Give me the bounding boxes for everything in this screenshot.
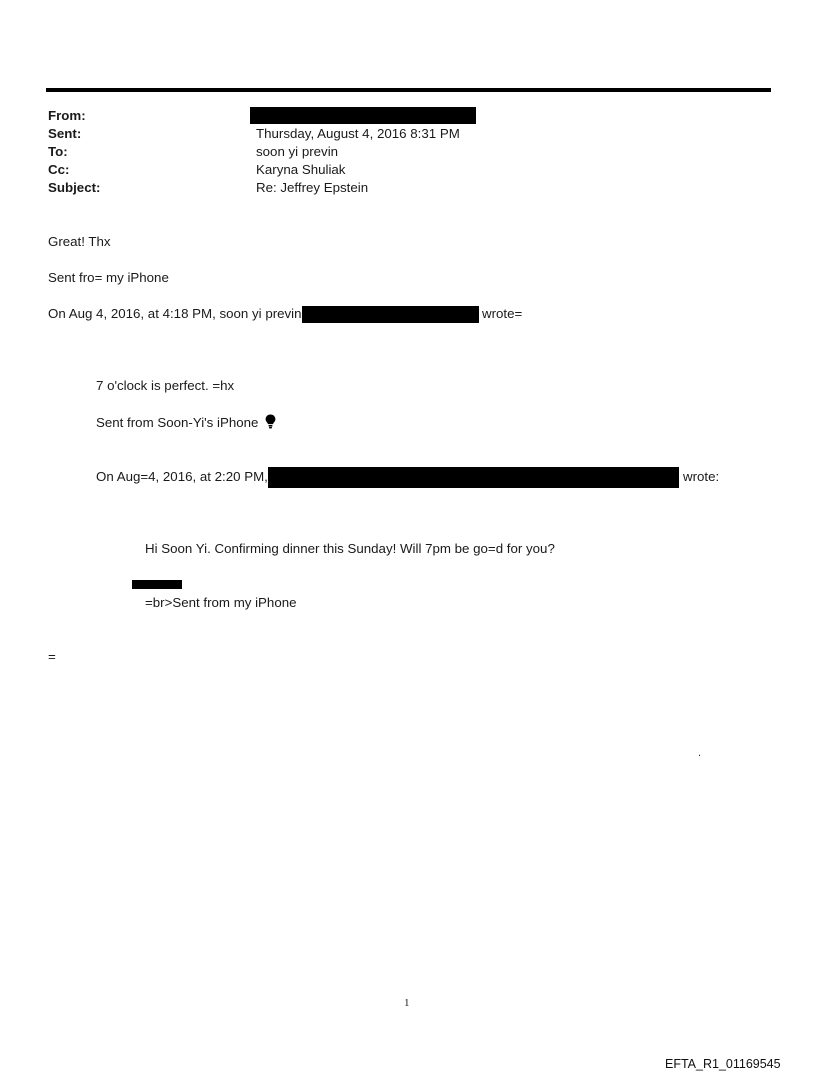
reply2-line1: Hi Soon Yi. Confirming dinner this Sunday! Will 7pm be go=d for you? xyxy=(145,541,555,556)
reply1-line2: Sent from Soon-Yi's iPhone xyxy=(96,415,259,431)
sent-value: Thursday, August 4, 2016 8:31 PM xyxy=(256,126,460,141)
quote2-prefix: On Aug=4, 2016, at 2:20 PM, xyxy=(96,469,268,484)
quote1-redaction xyxy=(302,306,479,323)
page-number: 1 xyxy=(404,997,410,1009)
signature-redaction xyxy=(132,580,182,589)
cc-label: Cc: xyxy=(48,162,70,177)
header-divider xyxy=(46,88,771,92)
to-label: To: xyxy=(48,144,68,159)
quote1-suffix: wrote= xyxy=(482,306,523,321)
quote2-redaction xyxy=(268,467,679,488)
subject-value: Re: Jeffrey Epstein xyxy=(256,180,369,195)
subject-label: Subject: xyxy=(48,180,101,195)
quote1-prefix: On Aug 4, 2016, at 4:18 PM, soon yi previn xyxy=(48,306,302,321)
from-label: From: xyxy=(48,108,86,123)
document-id: EFTA_R1_01169545 xyxy=(665,1057,781,1071)
trailing-equals: = xyxy=(48,649,56,664)
sent-label: Sent: xyxy=(48,126,82,141)
cc-value: Karyna Shuliak xyxy=(256,162,346,177)
body-line-sent-from: Sent fro= my iPhone xyxy=(48,270,169,285)
body-line-great: Great! Thx xyxy=(48,234,111,249)
from-redaction xyxy=(250,107,476,124)
reply2-line2: =br>Sent from my iPhone xyxy=(145,595,297,610)
reply1-line1: 7 o'clock is perfect. =hx xyxy=(96,378,235,393)
lightbulb-icon xyxy=(265,414,276,433)
to-value: soon yi previn xyxy=(256,144,339,159)
stray-mark: . xyxy=(698,747,702,759)
reply1-line2-wrap xyxy=(96,414,276,433)
quote2-suffix: wrote: xyxy=(683,469,720,484)
